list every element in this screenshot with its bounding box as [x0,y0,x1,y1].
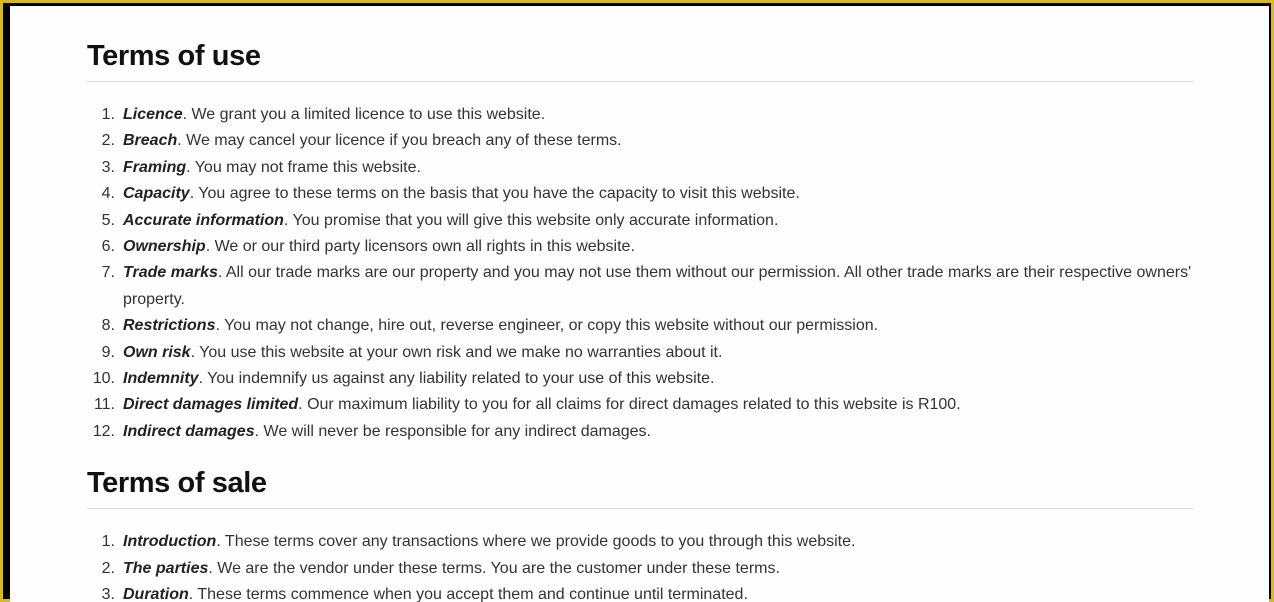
list-item-term: Direct damages limited [123,396,299,414]
list-item-number: 11. [93,396,115,414]
list-item-text: . We or our third party licensors own all rights in this website. [205,238,635,256]
list-item-number: 2. [101,132,115,150]
terms-of-sale-list [87,529,1194,602]
content [87,6,1194,602]
list-item-term: Licence [123,106,183,123]
list-item-text: . Our maximum liability to you for all claims for direct damages related to this website is R100. [298,396,961,414]
list-item-number: 4. [101,185,115,203]
list-item-text: . These terms cover any transactions where we provide goods to you through this website. [216,533,856,551]
list-item-text: . You may not frame this website. [186,158,421,176]
list-item-number: 8. [101,317,115,335]
list-item [87,313,1194,339]
terms-of-use-list [87,102,1194,445]
list-item-text: . You use this website at your own risk and we make no warranties about it. [190,343,723,361]
list-item-number: 5. [101,211,115,229]
list-item [87,155,1194,181]
list-item-term: Breach [123,132,178,150]
list-item-text: . We are the vendor under these terms. You are the customer under these terms. [208,559,780,577]
terms-of-use-heading: Terms of use [87,40,1194,82]
list-item [87,340,1194,366]
list-item [87,234,1194,260]
list-item-number: 9. [101,343,115,361]
list-item [87,208,1194,234]
list-item-term: Ownership [123,238,206,256]
list-item-number: 6. [101,238,115,256]
terms-of-sale-heading: Terms of sale [87,467,1194,509]
list-item [87,529,1194,555]
list-item-number: 1. [101,106,115,123]
list-item-term: Introduction [123,533,217,551]
list-item-text: . These terms commence when you accept them and continue until terminated. [188,586,748,602]
list-item [87,392,1194,418]
page [10,6,1269,602]
list-item-text: . We may cancel your licence if you breach any of these terms. [177,132,622,150]
list-item [87,102,1194,128]
list-item-term: Accurate information [123,211,284,229]
list-item-number: 1. [101,533,115,551]
list-item [87,260,1194,313]
list-item [87,366,1194,392]
list-item-term: Indirect damages [123,422,255,440]
list-item [87,556,1194,582]
list-item-number: 7. [101,264,115,282]
list-item-term: Duration [123,586,189,602]
list-item-text: . You indemnify us against any liability related to your use of this website. [198,370,715,388]
list-item-text: . You promise that you will give this website only accurate information. [283,211,779,229]
list-item [87,181,1194,207]
list-item [87,582,1194,602]
list-item-number: 3. [101,586,115,602]
list-item [87,128,1194,154]
list-item-text: . You agree to these terms on the basis that you have the capacity to visit this website. [189,185,800,203]
list-item [87,419,1194,445]
list-item-text: . You may not change, hire out, reverse engineer, or copy this website without our permission. [215,317,879,335]
list-item-term: Framing [123,158,187,176]
list-item-text: . We will never be responsible for any indirect damages. [254,422,651,440]
list-item-number: 3. [101,158,115,176]
list-item-term: Restrictions [123,317,216,335]
list-item-text: . All our trade marks are our property and you may not use them without our permission. All other trade marks are their respective owners' property. [123,264,1192,308]
list-item-term: Indemnity [123,370,199,388]
list-item-term: Capacity [123,185,190,203]
list-item-number: 12. [92,422,115,440]
list-item-term: Own risk [123,343,191,361]
list-item-term: Trade marks [123,264,218,282]
list-item-text: . We grant you a limited licence to use this website. [182,106,546,123]
list-item-term: The parties [123,559,209,577]
list-item-number: 10. [92,370,115,388]
list-item-number: 2. [101,559,115,577]
